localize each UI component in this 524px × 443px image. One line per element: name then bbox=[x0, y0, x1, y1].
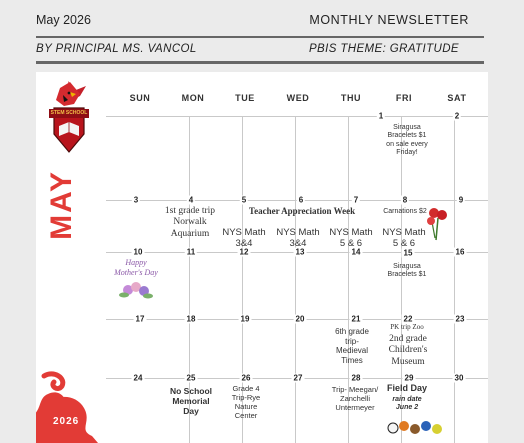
date-22: 22 bbox=[403, 314, 413, 324]
date-14: 14 bbox=[351, 247, 361, 257]
dow-tue: TUE bbox=[235, 93, 255, 103]
date-10: 10 bbox=[133, 247, 143, 257]
principal-byline: BY PRINCIPAL MS. VANCOL bbox=[36, 43, 197, 55]
event-medieval-times: 6th grade trip- Medieval Times bbox=[335, 327, 369, 365]
carnation-flower-icon bbox=[424, 204, 452, 242]
event-meegan-trip: Trip- Meegan/ Zanchelli Untermeyer bbox=[331, 385, 379, 412]
dow-mon: MON bbox=[181, 93, 205, 103]
dow-sat: SAT bbox=[447, 93, 467, 103]
date-27: 27 bbox=[293, 373, 303, 383]
date-3: 3 bbox=[133, 195, 139, 205]
event-rye-nature-center: Grade 4 Trip-Rye Nature Center bbox=[231, 384, 261, 420]
event-field-day: Field Day bbox=[386, 383, 427, 393]
logo-text: STEM SCHOOL bbox=[50, 110, 88, 116]
date-16: 16 bbox=[455, 247, 465, 257]
date-19: 19 bbox=[240, 314, 250, 324]
event-nys-math-fri: NYS Math 5 & 6 bbox=[382, 227, 426, 250]
event-nys-math-wed: NYS Math 3&4 bbox=[276, 227, 320, 250]
newsletter-date: May 2026 bbox=[36, 13, 91, 27]
event-carnations: Carnations $2 bbox=[383, 208, 427, 215]
date-2: 2 bbox=[454, 111, 460, 121]
event-memorial-day: No School Memorial Day bbox=[169, 386, 213, 417]
date-28: 28 bbox=[351, 373, 361, 383]
date-5: 5 bbox=[241, 195, 247, 205]
date-6: 6 bbox=[298, 195, 304, 205]
dow-thu: THU bbox=[340, 93, 362, 103]
date-18: 18 bbox=[186, 314, 196, 324]
date-15: 15 bbox=[403, 248, 413, 258]
date-26: 26 bbox=[241, 373, 251, 383]
date-13: 13 bbox=[295, 247, 305, 257]
event-nys-math-thu: NYS Math 5 & 6 bbox=[329, 227, 373, 250]
month-vertical-title bbox=[42, 170, 82, 245]
date-25: 25 bbox=[186, 373, 196, 383]
sports-balls-icon bbox=[386, 416, 448, 438]
date-17: 17 bbox=[135, 314, 145, 324]
event-bracelets-sale: Siragusa Bracelets $1 on sale every Friday! bbox=[386, 124, 428, 157]
pbis-theme: PBIS THEME: GRATITUDE bbox=[308, 43, 459, 55]
subheader-divider bbox=[36, 61, 484, 64]
date-12: 12 bbox=[239, 247, 249, 257]
month-label: MAY bbox=[44, 170, 78, 240]
date-23: 23 bbox=[455, 314, 465, 324]
date-1: 1 bbox=[378, 111, 384, 121]
school-logo bbox=[46, 78, 92, 158]
header-divider bbox=[36, 36, 484, 38]
event-rain-date: rain date June 2 bbox=[392, 396, 422, 412]
swirl-decoration-icon bbox=[36, 364, 116, 443]
event-bracelets-15: Siragusa Bracelets $1 bbox=[387, 263, 427, 279]
dow-fri: FRI bbox=[395, 93, 413, 103]
date-8: 8 bbox=[402, 195, 408, 205]
date-9: 9 bbox=[458, 195, 464, 205]
flower-bouquet-icon bbox=[118, 280, 154, 300]
date-11: 11 bbox=[186, 247, 196, 257]
grid-vline bbox=[454, 116, 455, 443]
date-29: 29 bbox=[404, 373, 414, 383]
date-30: 30 bbox=[454, 373, 464, 383]
grid-hline bbox=[106, 116, 488, 117]
event-pk-zoo: PK trip Zoo bbox=[390, 323, 424, 331]
event-mothers-day: Happy Mother's Day bbox=[114, 258, 158, 277]
event-norwalk-trip: 1st grade trip Norwalk Aquarium bbox=[164, 206, 216, 239]
event-nys-math-tue: NYS Math 3&4 bbox=[222, 227, 266, 250]
date-4: 4 bbox=[188, 195, 194, 205]
year-label: 2026 bbox=[53, 416, 80, 427]
event-childrens-museum: 2nd grade Children's Museum bbox=[388, 334, 428, 367]
event-teacher-appreciation: Teacher Appreciation Week bbox=[248, 206, 356, 216]
dow-sun: SUN bbox=[129, 93, 151, 103]
newsletter-title: MONTHLY NEWSLETTER bbox=[309, 13, 469, 27]
grid-vline bbox=[295, 116, 296, 443]
calendar-panel bbox=[36, 72, 488, 443]
date-7: 7 bbox=[353, 195, 359, 205]
date-21: 21 bbox=[351, 314, 361, 324]
mothers-day-card bbox=[112, 258, 160, 302]
date-20: 20 bbox=[295, 314, 305, 324]
dow-wed: WED bbox=[286, 93, 310, 103]
date-24: 24 bbox=[133, 373, 143, 383]
cardinal-logo-icon bbox=[46, 78, 92, 158]
